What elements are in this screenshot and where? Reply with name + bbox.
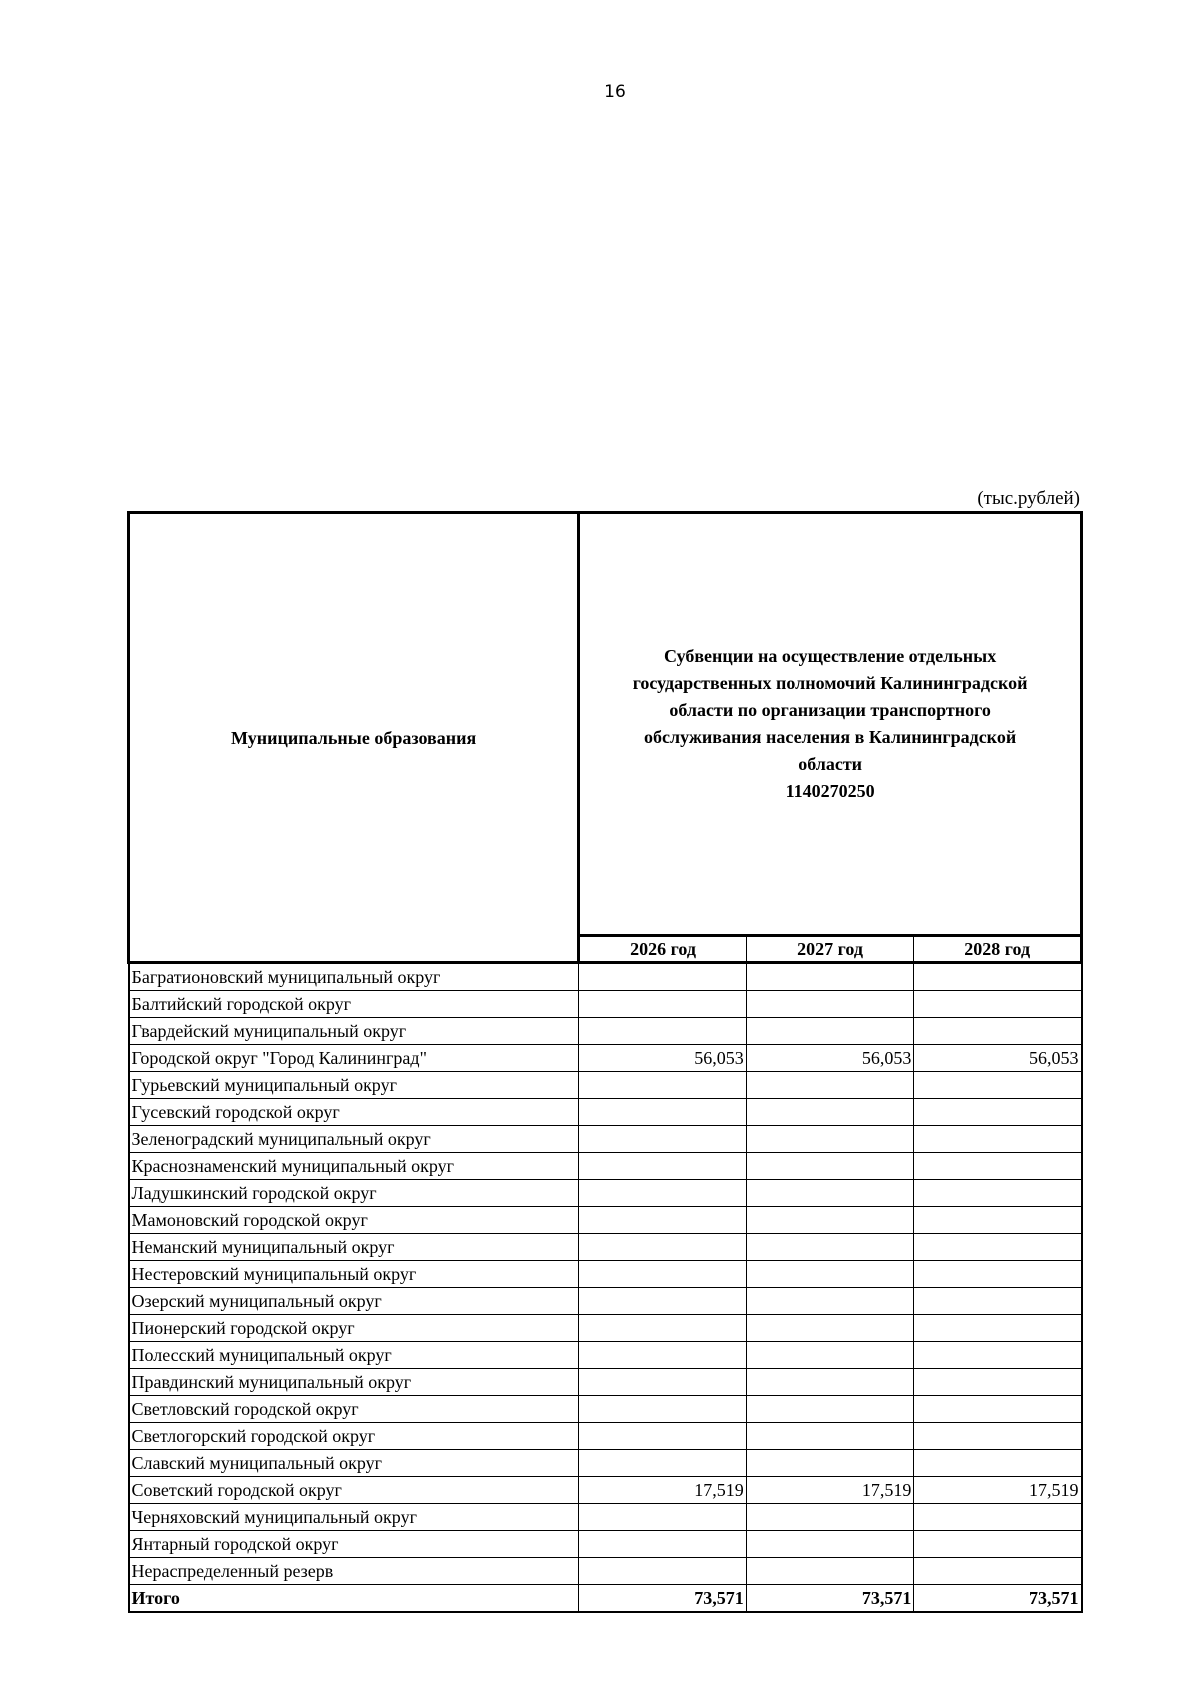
value-2026 <box>579 1396 747 1423</box>
municipality-name: Янтарный городской округ <box>129 1531 579 1558</box>
municipality-name: Багратионовский муниципальный округ <box>129 963 579 991</box>
municipality-name: Нестеровский муниципальный округ <box>129 1261 579 1288</box>
table-row <box>129 1180 1082 1207</box>
table-row <box>129 1207 1082 1234</box>
table-row <box>129 1045 1082 1072</box>
municipality-name: Черняховский муниципальный округ <box>129 1504 579 1531</box>
municipality-name: Пионерский городской округ <box>129 1315 579 1342</box>
value-2026 <box>579 1072 747 1099</box>
header-subsidy-line: обслуживания населения в Калининградской <box>644 727 1017 747</box>
value-2026 <box>579 1369 747 1396</box>
municipality-name: Мамоновский городской округ <box>129 1207 579 1234</box>
value-2026 <box>579 1531 747 1558</box>
value-2028 <box>914 1369 1082 1396</box>
value-2026 <box>579 1261 747 1288</box>
value-2028 <box>914 1261 1082 1288</box>
value-2027 <box>746 1234 914 1261</box>
table-row <box>129 1342 1082 1369</box>
value-2027 <box>746 1153 914 1180</box>
table-row <box>129 1261 1082 1288</box>
value-2027 <box>746 1558 914 1585</box>
header-subsidy <box>579 513 1082 936</box>
table-row <box>129 1234 1082 1261</box>
municipality-name: Озерский муниципальный округ <box>129 1288 579 1315</box>
value-2028 <box>914 1396 1082 1423</box>
table-row <box>129 1504 1082 1531</box>
header-subsidy-code: 1140270250 <box>785 781 875 801</box>
value-2026 <box>579 963 747 991</box>
value-2028 <box>914 1018 1082 1045</box>
table-row <box>129 1315 1082 1342</box>
units-label: (тыс.рублей) <box>977 488 1080 509</box>
value-2028 <box>914 1180 1082 1207</box>
table-row <box>129 963 1082 991</box>
value-2026 <box>579 991 747 1018</box>
value-2027 <box>746 1504 914 1531</box>
municipality-name: Неманский муниципальный округ <box>129 1234 579 1261</box>
municipality-name: Гусевский городской округ <box>129 1099 579 1126</box>
value-2026 <box>579 1153 747 1180</box>
value-2028 <box>914 1342 1082 1369</box>
value-2026: 56,053 <box>579 1045 747 1072</box>
table-row <box>129 1153 1082 1180</box>
value-2026 <box>579 1423 747 1450</box>
value-2028 <box>914 1072 1082 1099</box>
value-2027: 73,571 <box>746 1585 914 1613</box>
header-subsidy-line: государственных полномочий Калининградской <box>632 673 1028 693</box>
table-row <box>129 1558 1082 1585</box>
value-2027 <box>746 1369 914 1396</box>
value-2028 <box>914 1531 1082 1558</box>
municipality-name: Городской округ "Город Калининград" <box>129 1045 579 1072</box>
value-2027 <box>746 1099 914 1126</box>
value-2026 <box>579 1234 747 1261</box>
table-row <box>129 1018 1082 1045</box>
municipality-name: Итого <box>129 1585 579 1613</box>
value-2028 <box>914 1126 1082 1153</box>
table-row <box>129 1531 1082 1558</box>
value-2027 <box>746 1180 914 1207</box>
table-row <box>129 1099 1082 1126</box>
table-row <box>129 1369 1082 1396</box>
municipality-name: Ладушкинский городской округ <box>129 1180 579 1207</box>
municipality-name: Краснознаменский муниципальный округ <box>129 1153 579 1180</box>
year-header-2026: 2026 год <box>579 936 747 963</box>
value-2027 <box>746 1396 914 1423</box>
table-body <box>129 963 1082 1613</box>
municipality-name: Полесский муниципальный округ <box>129 1342 579 1369</box>
value-2028 <box>914 1234 1082 1261</box>
value-2027 <box>746 1207 914 1234</box>
value-2028: 17,519 <box>914 1477 1082 1504</box>
value-2028 <box>914 963 1082 991</box>
value-2028 <box>914 1099 1082 1126</box>
value-2027 <box>746 1018 914 1045</box>
value-2026 <box>579 1315 747 1342</box>
value-2028 <box>914 1450 1082 1477</box>
value-2028 <box>914 1207 1082 1234</box>
municipality-name: Балтийский городской округ <box>129 991 579 1018</box>
value-2028 <box>914 1423 1082 1450</box>
value-2026 <box>579 1342 747 1369</box>
header-subsidy-line: области по организации транспортного <box>669 700 991 720</box>
value-2026: 73,571 <box>579 1585 747 1613</box>
header-subsidy-line: области <box>798 754 863 774</box>
table-row <box>129 1126 1082 1153</box>
page-number: 16 <box>604 82 626 102</box>
value-2028 <box>914 1288 1082 1315</box>
value-2027 <box>746 1072 914 1099</box>
municipality-name: Зеленоградский муниципальный округ <box>129 1126 579 1153</box>
value-2026 <box>579 1288 747 1315</box>
table-row <box>129 1477 1082 1504</box>
value-2027 <box>746 1261 914 1288</box>
value-2027 <box>746 1126 914 1153</box>
value-2028 <box>914 1504 1082 1531</box>
value-2028 <box>914 1558 1082 1585</box>
value-2026 <box>579 1099 747 1126</box>
municipality-name: Славский муниципальный округ <box>129 1450 579 1477</box>
table-row <box>129 1288 1082 1315</box>
table-row <box>129 1450 1082 1477</box>
table-row <box>129 1585 1082 1613</box>
value-2027 <box>746 1288 914 1315</box>
value-2027 <box>746 963 914 991</box>
table-row <box>129 991 1082 1018</box>
value-2028 <box>914 991 1082 1018</box>
value-2026 <box>579 1207 747 1234</box>
municipality-name: Советский городской округ <box>129 1477 579 1504</box>
value-2026 <box>579 1018 747 1045</box>
municipality-name: Нераспределенный резерв <box>129 1558 579 1585</box>
value-2028: 73,571 <box>914 1585 1082 1613</box>
value-2027 <box>746 1531 914 1558</box>
value-2027: 17,519 <box>746 1477 914 1504</box>
value-2027 <box>746 1342 914 1369</box>
header-subsidy-line: Субвенции на осуществление отдельных <box>664 646 997 666</box>
year-header-2028: 2028 год <box>914 936 1082 963</box>
municipality-name: Светлогорский городской округ <box>129 1423 579 1450</box>
municipality-name: Гурьевский муниципальный округ <box>129 1072 579 1099</box>
header-municipalities: Муниципальные образования <box>129 513 579 963</box>
year-header-2027: 2027 год <box>746 936 914 963</box>
value-2027 <box>746 991 914 1018</box>
value-2028 <box>914 1153 1082 1180</box>
value-2026 <box>579 1558 747 1585</box>
table-row <box>129 1423 1082 1450</box>
subventions-table <box>127 511 1083 1613</box>
value-2026 <box>579 1126 747 1153</box>
value-2027: 56,053 <box>746 1045 914 1072</box>
value-2027 <box>746 1450 914 1477</box>
value-2026 <box>579 1180 747 1207</box>
value-2028: 56,053 <box>914 1045 1082 1072</box>
table-row <box>129 1072 1082 1099</box>
value-2028 <box>914 1315 1082 1342</box>
table-row <box>129 1396 1082 1423</box>
value-2027 <box>746 1315 914 1342</box>
value-2026 <box>579 1504 747 1531</box>
municipality-name: Светловский городской округ <box>129 1396 579 1423</box>
municipality-name: Правдинский муниципальный округ <box>129 1369 579 1396</box>
municipality-name: Гвардейский муниципальный округ <box>129 1018 579 1045</box>
value-2027 <box>746 1423 914 1450</box>
value-2026: 17,519 <box>579 1477 747 1504</box>
value-2026 <box>579 1450 747 1477</box>
